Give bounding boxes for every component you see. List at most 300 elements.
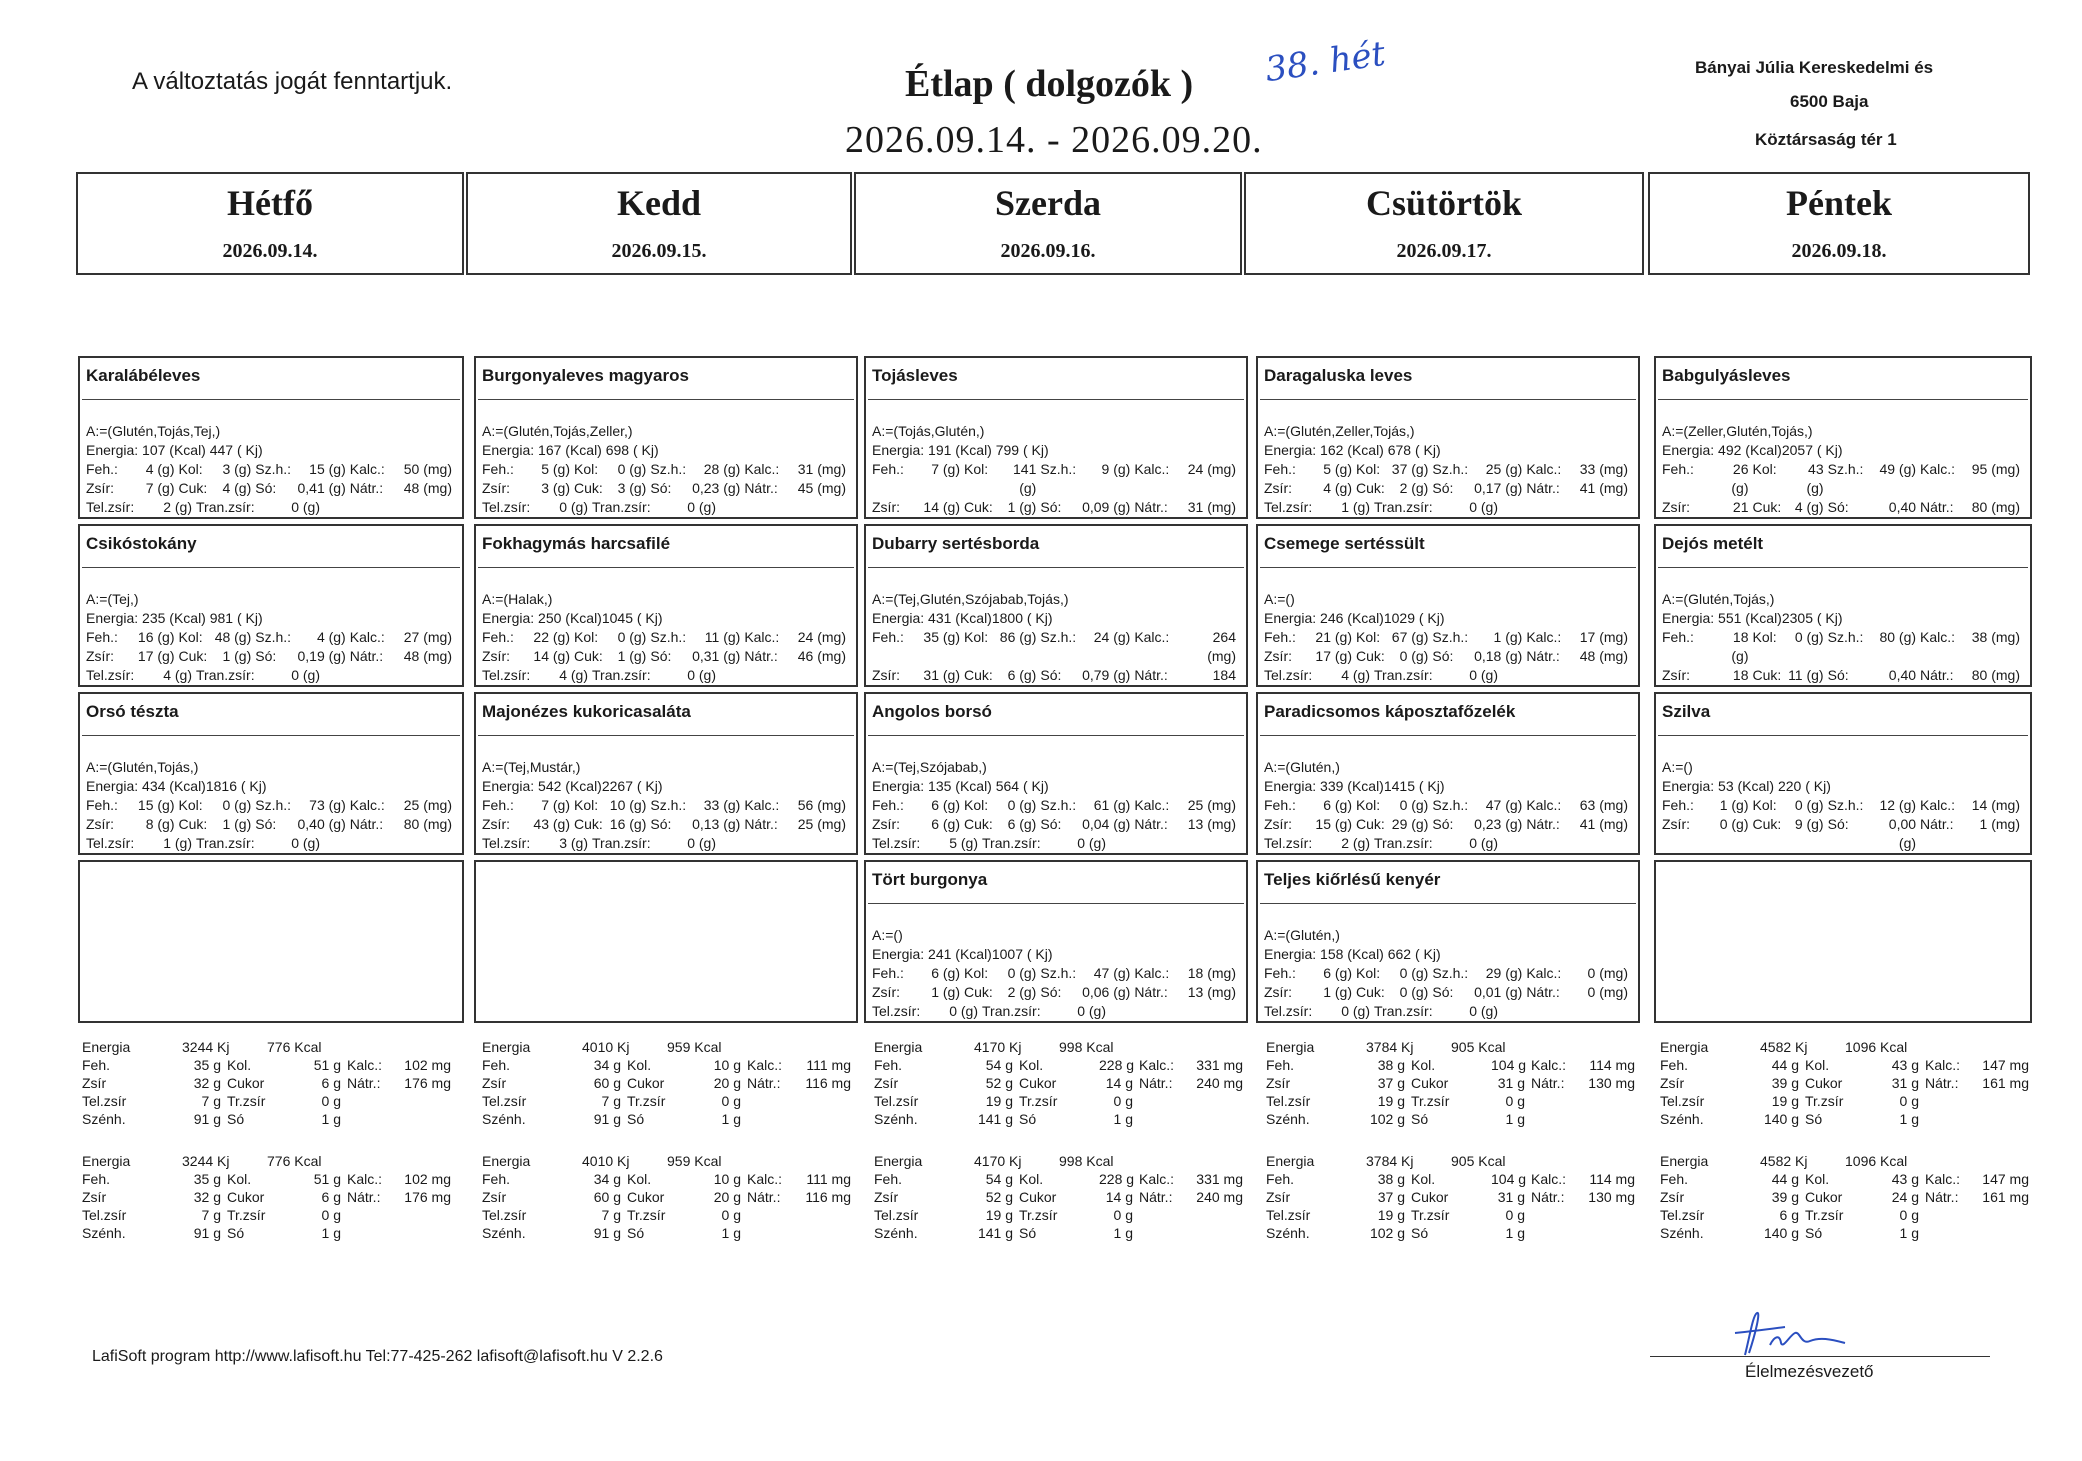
total-value: 19 g	[1377, 1093, 1405, 1109]
nutrient-value: Feh.:	[1662, 797, 1694, 813]
nutrient-value: 21 (g)	[1315, 629, 1352, 645]
day-name: Csütörtök	[1365, 183, 1522, 223]
nutrient-value: Kalc.:	[1134, 629, 1170, 645]
nutrient-value: Zsír:	[1264, 816, 1292, 832]
total-value: Kol.	[1411, 1057, 1436, 1073]
total-value: 91 g	[593, 1225, 621, 1241]
nutrient-value: Zsír:	[86, 480, 114, 496]
nutrient-value: 13 (mg)	[1187, 984, 1236, 1000]
nutrient-value: 141 (g)	[1013, 461, 1037, 496]
nutrient-value: 1 (g)	[1493, 629, 1523, 645]
total-value: 34 g	[593, 1057, 621, 1073]
nutrient-line	[872, 834, 1240, 853]
nutrient-value: 0 (g)	[617, 629, 647, 645]
nutrient-value: Cuk:	[1356, 984, 1385, 1000]
total-value: 91 g	[193, 1111, 221, 1127]
nutrient-value: 15 (g)	[137, 797, 175, 813]
total-row	[482, 1056, 867, 1074]
energy-line: Energia: 339 (Kcal)1415 ( Kj)	[1264, 778, 1445, 794]
nutrient-value: 48 (g)	[214, 629, 252, 645]
menu-item	[864, 356, 1248, 519]
allergen-list: A:=(Glutén,Tojás,Tej,)	[86, 423, 221, 439]
daily-total-block	[874, 1038, 1259, 1128]
nutrient-value: Só:	[650, 816, 672, 832]
company-address: Köztársaság tér 1	[1755, 130, 1897, 149]
total-row	[874, 1206, 1259, 1224]
nutrient-value	[1732, 853, 1772, 855]
total-value: Nátr.:	[747, 1189, 781, 1205]
nutrient-value: 0,04 (g)	[1082, 816, 1131, 832]
nutrient-value: Feh.:	[872, 629, 904, 645]
total-value: 10 g	[713, 1171, 741, 1187]
nutrient-line	[1662, 498, 2024, 519]
total-value: 52 g	[985, 1189, 1013, 1205]
nutrient-value: Sz.h.:	[1040, 797, 1077, 813]
nutrient-value	[1070, 517, 1110, 519]
nutrient-value: Kol:	[1356, 797, 1381, 813]
nutrient-value: 28 (g)	[703, 461, 741, 477]
daily-total-block	[1660, 1152, 2045, 1242]
total-value: Tel.zsír	[1660, 1207, 1705, 1223]
nutrient-value: 2 (g)	[1341, 835, 1370, 851]
nutrient-value: 18	[1732, 667, 1749, 683]
energy-line: Energia: 246 (Kcal)1029 ( Kj)	[1264, 610, 1445, 626]
allergen-list: A:=(Tej,Szójabab,)	[872, 759, 987, 775]
nutrient-value: Kol:	[574, 629, 599, 645]
nutrient-value: Zsír:	[1264, 984, 1292, 1000]
nutrient-line	[482, 815, 850, 834]
nutrient-value: Sz.h.:	[255, 461, 292, 477]
nutrient-value: 17 (mg)	[1579, 629, 1628, 645]
menu-item	[78, 524, 464, 687]
total-value: Zsír	[1660, 1189, 1685, 1205]
nutrient-value: 86 (g)	[999, 629, 1037, 645]
energy-line: Energia: 235 (Kcal) 981 ( Kj)	[86, 610, 263, 626]
total-row	[1660, 1092, 2045, 1110]
total-value: 116 mg	[805, 1189, 851, 1205]
total-value: 1 g	[721, 1111, 741, 1127]
nutrient-value: Nátr.:	[349, 648, 384, 664]
total-value: Zsír	[82, 1075, 107, 1091]
nutrient-value: 1 (mg)	[1979, 816, 2020, 832]
nutrient-value	[1772, 853, 1860, 855]
menu-item-title: Teljes kiőrlésű kenyér	[1260, 870, 1636, 904]
menu-item-title: Paradicsomos káposztafőzelék	[1260, 702, 1636, 736]
nutrient-value: 1 (g)	[222, 816, 252, 832]
total-value: 240 mg	[1196, 1075, 1243, 1091]
nutrient-line	[872, 517, 1240, 519]
nutrient-value: Tel.zsír:	[86, 499, 135, 515]
nutrient-line	[872, 498, 1240, 517]
total-row	[482, 1188, 867, 1206]
nutrient-value: Tel.zsír:	[872, 835, 921, 851]
nutrient-value: Sz.h.:	[1040, 629, 1077, 645]
total-row	[874, 1056, 1259, 1074]
nutrient-value: Tran.zsír:	[982, 1003, 1041, 1019]
total-row	[482, 1206, 867, 1224]
nutrient-value: Zsír:	[482, 648, 510, 664]
nutrient-value: 37 (g)	[1391, 461, 1429, 477]
menu-item-title: Karalábéleves	[82, 366, 460, 400]
total-value: 0 g	[1113, 1093, 1133, 1109]
total-row	[82, 1188, 467, 1206]
nutrient-value: 0 (g)	[1007, 965, 1037, 981]
total-value: 228 g	[1099, 1171, 1135, 1187]
nutrient-line	[1264, 1002, 1632, 1021]
total-row	[82, 1224, 467, 1242]
company-city: 6500 Baja	[1790, 92, 1869, 111]
nutrient-value: 0,40	[1888, 667, 1917, 683]
total-value: Tr.zsír	[227, 1207, 266, 1223]
nutrient-value: 50 (mg)	[403, 461, 452, 477]
nutrient-value: 15 (g)	[309, 461, 346, 477]
nutrient-value: 5 (g)	[949, 835, 978, 851]
nutrient-value: Nátr.:	[1134, 499, 1168, 515]
menu-item	[864, 692, 1248, 855]
total-row	[82, 1092, 467, 1110]
nutrient-line	[482, 498, 850, 517]
total-value: 114 mg	[1589, 1057, 1635, 1073]
total-value: Energia	[482, 1153, 531, 1169]
nutrient-value: 0 (g)	[1469, 499, 1498, 515]
nutrient-value	[982, 517, 1070, 519]
energy-line: Energia: 167 (Kcal) 698 ( Kj)	[482, 442, 659, 458]
nutrient-value: 2 (g)	[1007, 984, 1037, 1000]
nutrient-value: 0,06 (g)	[1082, 984, 1131, 1000]
total-row	[82, 1206, 467, 1224]
total-value: 331 mg	[1196, 1057, 1243, 1073]
total-row	[1266, 1224, 1651, 1242]
nutrient-value: 80 (mg)	[403, 816, 452, 832]
nutrient-value	[1860, 853, 1900, 855]
nutrient-line	[872, 666, 1240, 687]
nutrient-value: 0 (mg)	[1587, 984, 1628, 1000]
nutrient-value: 41 (mg)	[1579, 480, 1628, 496]
menu-item-title: Fokhagymás harcsafilé	[478, 534, 854, 568]
total-value: Cukor	[1805, 1075, 1843, 1091]
nutrient-value: 38 (mg)	[1971, 629, 2020, 645]
total-value: Só	[1019, 1225, 1037, 1241]
nutrient-value: Sz.h.:	[1432, 629, 1469, 645]
nutrient-line	[86, 796, 456, 815]
total-value: 104 g	[1491, 1171, 1527, 1187]
nutrient-value: 0 (g)	[1077, 835, 1106, 851]
nutrient-value: Feh.:	[1264, 965, 1296, 981]
nutrient-value: 41 (mg)	[1579, 816, 1628, 832]
total-value: 1 g	[1899, 1111, 1919, 1127]
day-date: 2026.09.16.	[1000, 240, 1096, 262]
total-value: 0 g	[1899, 1093, 1919, 1109]
nutrient-value: 0,01 (g)	[1474, 984, 1523, 1000]
total-value: Feh.	[82, 1171, 111, 1187]
nutrient-value: 0 (g)	[1469, 667, 1498, 683]
total-value: 0 g	[1505, 1207, 1525, 1223]
total-value: 228 g	[1099, 1057, 1135, 1073]
total-value: Kol.	[1805, 1057, 1830, 1073]
nutrient-line	[1264, 460, 1632, 479]
menu-item	[1256, 356, 1640, 519]
nutrient-value: 0 (g)	[1007, 797, 1037, 813]
total-row	[1266, 1074, 1651, 1092]
total-value: 1 g	[1505, 1225, 1525, 1241]
nutrient-value: 48 (mg)	[1579, 648, 1628, 664]
energy-line: Energia: 135 (Kcal) 564 ( Kj)	[872, 778, 1049, 794]
total-value: Só	[1805, 1111, 1823, 1127]
menu-item	[1654, 356, 2032, 519]
empty-menu-cell	[1654, 860, 2032, 1023]
total-row	[482, 1038, 867, 1056]
nutrient-value: 26 (g)	[1731, 461, 1749, 496]
total-value: 102 g	[1369, 1111, 1405, 1127]
total-value: Tel.zsír	[1660, 1093, 1705, 1109]
nutrient-value: Sz.h.:	[1827, 797, 1864, 813]
total-value: Zsír	[874, 1189, 899, 1205]
total-value: 0 g	[1113, 1207, 1133, 1223]
nutrient-value: Feh.:	[482, 629, 514, 645]
total-value: Nátr.:	[1531, 1075, 1565, 1091]
total-value: 14 g	[1105, 1075, 1133, 1091]
nutrient-line	[1264, 796, 1632, 815]
menu-item	[864, 524, 1248, 687]
menu-item-title: Tojásleves	[868, 366, 1244, 400]
total-value: Tel.zsír	[1266, 1207, 1311, 1223]
total-value: Kalc.:	[1139, 1171, 1175, 1187]
nutrient-value: 4 (g)	[163, 667, 192, 683]
nutrient-value: Feh.:	[1662, 461, 1694, 477]
nutrient-value: 10 (g)	[609, 797, 647, 813]
total-value: Energia	[1266, 1039, 1315, 1055]
nutrient-value: 24 (mg)	[1187, 461, 1236, 477]
nutrient-value: 7 (g)	[145, 480, 175, 496]
total-value: 1 g	[1505, 1111, 1525, 1127]
total-row	[1266, 1110, 1651, 1128]
nutrient-value: 0,13 (g)	[692, 816, 741, 832]
nutrient-value: 14 (g)	[923, 499, 960, 515]
total-value: 7 g	[601, 1093, 621, 1109]
total-value: Só	[227, 1225, 245, 1241]
total-value: 147 mg	[1982, 1057, 2029, 1073]
total-value: 52 g	[985, 1075, 1013, 1091]
nutrient-value: Feh.:	[86, 461, 118, 477]
total-value: Szénh.	[1266, 1225, 1310, 1241]
nutrient-value: Kalc.:	[1526, 965, 1562, 981]
nutrient-value: Nátr.:	[349, 816, 384, 832]
nutrient-value: Kol:	[964, 797, 989, 813]
menu-item	[1654, 524, 2032, 687]
nutrient-line	[872, 628, 1240, 666]
nutrient-value: Feh.:	[872, 797, 904, 813]
nutrient-value: 1 (g)	[1341, 499, 1370, 515]
nutrient-value: Só:	[1040, 499, 1062, 515]
nutrient-value: 14 (g)	[533, 648, 570, 664]
nutrient-line	[86, 628, 456, 647]
menu-item	[474, 524, 858, 687]
total-row	[1660, 1206, 2045, 1224]
total-value: 959 Kcal	[667, 1153, 722, 1169]
total-value: Feh.	[1660, 1057, 1689, 1073]
nutrient-value: 0 (g)	[949, 1003, 978, 1019]
total-value: 998 Kcal	[1059, 1153, 1114, 1169]
total-value: 0 g	[1505, 1093, 1525, 1109]
total-value: 31 g	[1497, 1075, 1525, 1091]
total-value: 1 g	[1113, 1225, 1133, 1241]
total-value: Nátr.:	[1139, 1189, 1173, 1205]
nutrient-value: Kalc.:	[349, 461, 385, 477]
nutrient-value: Tel.zsír:	[1264, 499, 1313, 515]
nutrient-value: 6 (g)	[931, 816, 960, 832]
nutrient-line	[86, 479, 456, 498]
total-value: Tr.zsír	[1019, 1207, 1058, 1223]
nutrient-line	[482, 628, 850, 647]
total-value: Cukor	[627, 1189, 665, 1205]
nutrient-value: Tran.zsír:	[1374, 667, 1433, 683]
nutrient-value: Cuk:	[1752, 499, 1782, 515]
energy-line: Energia: 431 (Kcal)1800 ( Kj)	[872, 610, 1053, 626]
total-row	[874, 1224, 1259, 1242]
total-value: 60 g	[593, 1075, 621, 1091]
total-value: Kalc.:	[1925, 1171, 1961, 1187]
nutrient-value: Tel.zsír:	[86, 667, 135, 683]
nutrient-value: Tran.zsír:	[1374, 499, 1433, 515]
total-value: 0 g	[1899, 1207, 1919, 1223]
nutrient-value: Kol:	[178, 461, 203, 477]
nutrient-value: 0 (g)	[1794, 629, 1824, 645]
nutrient-value: 4 (g)	[145, 461, 175, 477]
total-value: 4582 Kj	[1760, 1039, 1808, 1055]
nutrient-value: 4 (g)	[222, 480, 252, 496]
nutrient-value: 1 (g)	[1323, 984, 1352, 1000]
total-value: 1 g	[721, 1225, 741, 1241]
nutrient-value: 29 (g)	[1485, 965, 1523, 981]
total-value: 147 mg	[1982, 1171, 2029, 1187]
total-value: Zsír	[1660, 1075, 1685, 1091]
total-value: 102 mg	[404, 1171, 451, 1187]
total-value: Cukor	[1019, 1189, 1057, 1205]
total-value: Cukor	[227, 1075, 265, 1091]
nutrient-value: Cuk:	[964, 667, 993, 683]
allergen-list: A:=(Glutén,)	[1264, 927, 1340, 943]
total-value: 130 mg	[1588, 1075, 1635, 1091]
nutrient-value: 49 (g)	[1879, 461, 1917, 477]
total-value: 91 g	[193, 1225, 221, 1241]
nutrient-value: 0 (g)	[222, 797, 252, 813]
nutrient-value: 1 (g)	[1719, 797, 1749, 813]
total-row	[874, 1188, 1259, 1206]
energy-line: Energia: 434 (Kcal)1816 ( Kj)	[86, 778, 267, 794]
total-row	[1660, 1152, 2045, 1170]
total-value: Szénh.	[482, 1225, 526, 1241]
nutrient-value: 4 (g)	[1323, 480, 1352, 496]
allergen-list: A:=(Glutén,Tojás,Zeller,)	[482, 423, 633, 439]
total-value: 102 g	[1369, 1225, 1405, 1241]
total-value: Só	[1411, 1225, 1429, 1241]
total-value: Zsír	[1266, 1075, 1291, 1091]
nutrient-line	[1264, 498, 1632, 517]
nutrient-value: Nátr.:	[1920, 499, 1954, 515]
total-value: 39 g	[1771, 1075, 1799, 1091]
nutrient-value: Kol:	[1356, 629, 1381, 645]
menu-item	[78, 692, 464, 855]
total-value: Zsír	[482, 1189, 507, 1205]
nutrient-value: Cuk:	[178, 816, 208, 832]
total-value: Szénh.	[82, 1225, 126, 1241]
nutrient-value: Tran.zsír:	[592, 835, 651, 851]
nutrient-value: Só:	[1827, 499, 1849, 515]
total-value: 0 g	[321, 1207, 341, 1223]
nutrient-value: Zsír:	[86, 816, 114, 832]
total-value: 51 g	[313, 1171, 341, 1187]
total-value: Energia	[1266, 1153, 1315, 1169]
total-value: 111 mg	[806, 1171, 851, 1187]
total-value: Energia	[82, 1039, 131, 1055]
total-value: 20 g	[713, 1189, 741, 1205]
nutrient-line	[1264, 983, 1632, 1002]
nutrient-value: Sz.h.:	[1827, 461, 1864, 477]
total-value: Só	[627, 1111, 645, 1127]
total-value: Cukor	[1019, 1075, 1057, 1091]
total-value: Energia	[1660, 1153, 1709, 1169]
allergen-list: A:=(Glutén,Tojás,)	[86, 759, 199, 775]
menu-item	[474, 692, 858, 855]
total-value: Nátr.:	[347, 1075, 381, 1091]
total-value: Kol.	[1019, 1171, 1044, 1187]
total-value: Kol.	[1019, 1057, 1044, 1073]
total-value: 3784 Kj	[1366, 1153, 1414, 1169]
day-header-monday	[76, 172, 464, 275]
day-date: 2026.09.14.	[222, 240, 318, 262]
total-value: 44 g	[1771, 1057, 1799, 1073]
nutrient-value: Nátr.:	[744, 480, 778, 496]
nutrient-value: Kalc.:	[1920, 797, 1956, 813]
total-value: Szénh.	[482, 1111, 526, 1127]
nutrient-value: Kol:	[1356, 965, 1381, 981]
nutrient-value: Zsír:	[872, 816, 900, 832]
total-value: 104 g	[1491, 1057, 1527, 1073]
nutrient-line	[1662, 460, 2024, 498]
allergen-list: A:=(Halak,)	[482, 591, 553, 607]
total-value: 905 Kcal	[1451, 1153, 1506, 1169]
total-value: 140 g	[1763, 1225, 1799, 1241]
allergen-list: A:=(Glutén,Zeller,Tojás,)	[1264, 423, 1415, 439]
total-value: Energia	[874, 1039, 923, 1055]
total-value: 7 g	[601, 1207, 621, 1223]
nutrient-value: Zsír:	[872, 984, 900, 1000]
nutrient-value: Cuk:	[964, 499, 993, 515]
nutrient-value: Cuk:	[574, 480, 603, 496]
menu-item	[1654, 692, 2032, 855]
nutrient-value	[942, 517, 982, 519]
nutrient-value: 0,23 (g)	[692, 480, 741, 496]
nutrient-value	[872, 517, 942, 519]
nutrient-value: Sz.h.:	[650, 629, 687, 645]
nutrient-value: Zsír:	[872, 667, 900, 683]
total-value: Kol.	[227, 1171, 252, 1187]
total-value: 776 Kcal	[267, 1153, 322, 1169]
page-title: Étlap ( dolgozók )	[905, 63, 1194, 105]
nutrient-value: Kalc.:	[349, 629, 385, 645]
total-value: 43 g	[1891, 1171, 1919, 1187]
nutrient-value: 3 (g)	[222, 461, 252, 477]
total-value: Tel.zsír	[874, 1207, 919, 1223]
nutrient-value: Kalc.:	[1526, 797, 1562, 813]
total-row	[82, 1170, 467, 1188]
total-value: 35 g	[193, 1057, 221, 1073]
nutrient-value: 0 (g)	[687, 835, 716, 851]
nutrient-value: 80 (g)	[1879, 629, 1917, 645]
total-value: Kalc.:	[1925, 1057, 1961, 1073]
nutrient-value: 264 (mg)	[1207, 629, 1236, 664]
total-row	[482, 1110, 867, 1128]
